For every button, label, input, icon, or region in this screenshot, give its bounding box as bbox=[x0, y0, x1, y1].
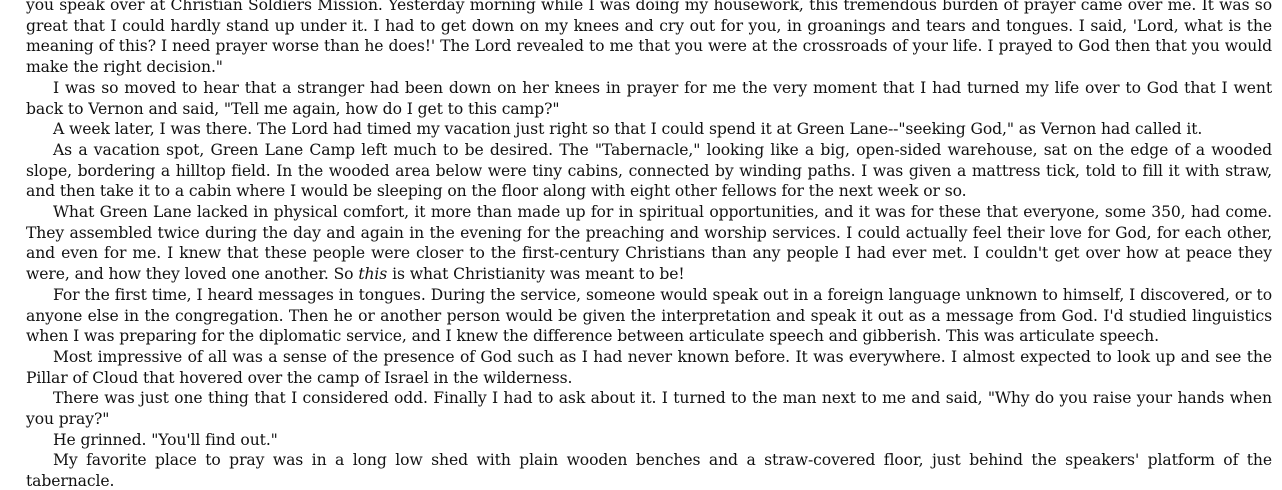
paragraph-6: For the first time, I heard messages in tongues. During the service, someone would speak out in a foreign language unknown to himself, I discovered, or to anyone else in the congregation. Then he or another person would be given the interpretation and speak it out as a message from God. I'd studied linguistics when I was preparing for the diplomatic service, and I knew the difference between articulate speech and gibberish. This was articulate speech. bbox=[26, 285, 1272, 346]
body-text bbox=[26, 0, 1272, 490]
paragraph-8: There was just one thing that I considered odd. Finally I had to ask about it. I turned to the man next to me and said, "Why do you raise your hands when you pray?" bbox=[26, 389, 1272, 429]
paragraph-5-text-after: is what Christianity was meant to be! bbox=[387, 265, 685, 284]
paragraph-5-emphasis: this bbox=[358, 265, 388, 284]
paragraph-7: Most impressive of all was a sense of the presence of God such as I had never known before. It was everywhere. I almost expected to look up and see the Pillar of Cloud that hovered over the camp of Israel in the wilderness. bbox=[26, 347, 1272, 387]
paragraph-3: A week later, I was there. The Lord had timed my vacation just right so that I could spend it at Green Lane--"seeking God," as Vernon had called it. bbox=[53, 120, 1203, 139]
paragraph-5-text-before: What Green Lane lacked in physical comfort, it more than made up for in spiritual opportunities, and it was for these that everyone, some 350, had come. They assembled twice during the day and again in the evening for the preaching and worship services. I could actually feel their love for God, for each other, and even for me. I knew that these people were closer to the first-century Christians than any people I had ever met. I couldn't get over how at peace they were, and how they loved one another. So bbox=[26, 203, 1272, 284]
paragraph-5 bbox=[26, 202, 1272, 285]
paragraph-4: As a vacation spot, Green Lane Camp left much to be desired. The "Tabernacle," looking like a big, open-sided warehouse, sat on the edge of a wooded slope, bordering a hilltop field. In the wooded area below were tiny cabins, connected by winding paths. I was given a mattress tick, told to fill it with straw, and then take it to a cabin where I would be sleeping on the floor along with eight other fellows for the next week or so. bbox=[26, 140, 1272, 201]
paragraph-9: He grinned. "You'll find out." bbox=[53, 430, 278, 449]
paragraph-1: you speak over at Christian Soldiers Mission. Yesterday morning while I was doing my housework, this tremendous burden of prayer came over me. It was so great that I could hardly stand up under it. I had to get down on my knees and cry out for you, in groanings and tears and tongues. I said, 'Lord, what is the meaning of this? I need prayer worse than he does!' The Lord revealed to me that you were at the crossroads of your life. I prayed to God then that you would make the right decision." bbox=[26, 0, 1272, 77]
paragraph-2: I was so moved to hear that a stranger had been down on her knees in prayer for me the very moment that I had turned my life over to God that I went back to Vernon and said, "Tell me again, how do I get to this camp?" bbox=[26, 78, 1272, 118]
paragraph-10: My favorite place to pray was in a long low shed with plain wooden benches and a straw-covered floor, just behind the speakers' platform of the tabernacle. bbox=[26, 451, 1272, 490]
